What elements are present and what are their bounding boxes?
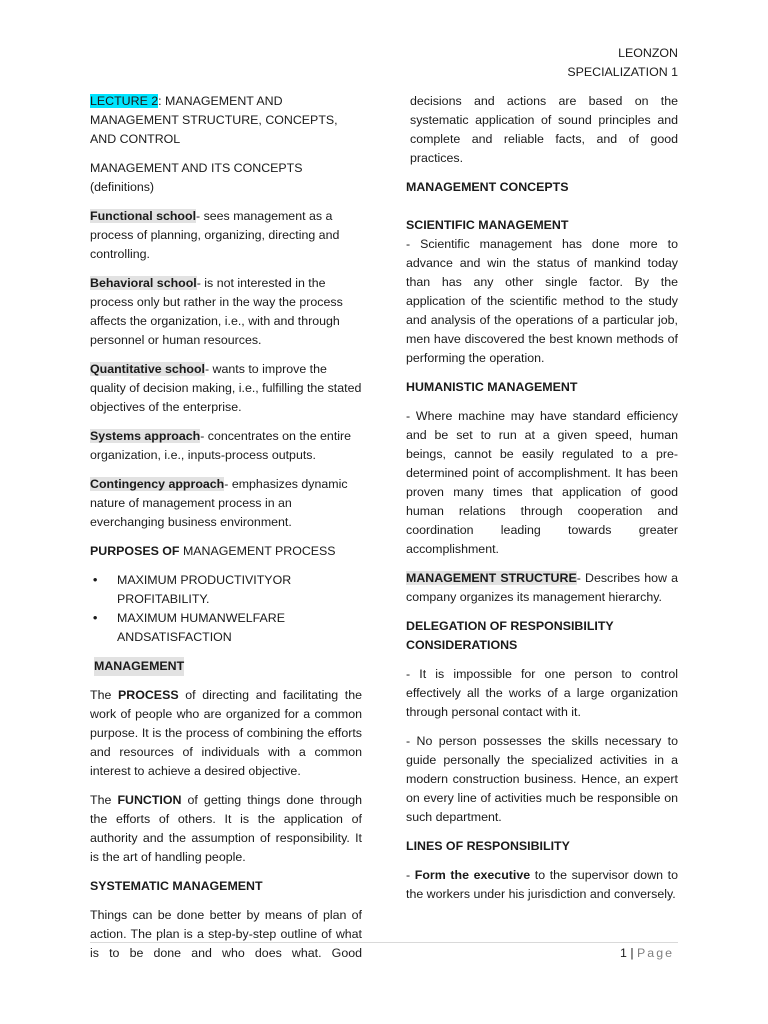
author-name: LEONZON (618, 46, 678, 60)
purposes-bold: PURPOSES OF (90, 544, 180, 558)
process-bold: PROCESS (118, 688, 179, 702)
lecture-tag: LECTURE 2 (90, 94, 159, 108)
school-def: - emphasizes dynamic nature of management process in an everchanging business environment. (90, 477, 348, 529)
lines-bold: Form the executive (414, 868, 531, 882)
school-term: Behavioral school (90, 276, 197, 290)
school-contingency (90, 475, 362, 532)
school-term: Systems approach (90, 429, 201, 443)
school-def: - concentrates on the entire organization, i.e., inputs-process outputs. (90, 429, 352, 462)
school-term: Contingency approach (90, 477, 225, 491)
school-systems (90, 427, 362, 465)
lines-heading: LINES OF RESPONSIBILITY (406, 839, 570, 853)
function-pre: The (90, 793, 118, 807)
school-behavioral (90, 274, 362, 350)
structure-def: - Describes how a company organizes its management hierarchy. (406, 571, 678, 604)
page-footer (620, 944, 674, 963)
concepts-heading-right: MANAGEMENT CONCEPTS (406, 180, 569, 194)
process-paragraph (90, 686, 362, 781)
purposes-list (90, 571, 362, 647)
page-header (567, 44, 678, 82)
continuation-paragraph: decisions and actions are based on the systematic application of sound principles and complete and reliable facts, and of good practices. (410, 94, 678, 165)
process-pre: The (90, 688, 118, 702)
function-text: of getting things done through the efforts of others. It is the application of authority and the assumption of responsibility. It is the art of handling people. (90, 793, 363, 864)
lecture-title (90, 92, 362, 149)
management-heading: MANAGEMENT (94, 657, 184, 676)
list-item: • MAXIMUM PRODUCTIVITYOR PROFITABILITY. (117, 571, 362, 609)
delegation-paragraph-1: - It is impossible for one person to control effectively all the works of a large organization through personal contact with it. (406, 667, 678, 719)
humanistic-paragraph: - Where machine may have standard efficiency and be set to run at a given speed, human beings, cannot be easily regulated to a pre-determined point of accomplishment. It has been proven many times that application of good human relations through cooperation and coordination leading towards greater accomplishment. (406, 409, 678, 556)
lines-text: to the supervisor down to the workers under his jurisdiction and conversely. (406, 868, 679, 901)
right-column (406, 92, 678, 914)
delegation-heading: DELEGATION OF RESPONSIBILITY CONSIDERATIONS (406, 619, 614, 652)
function-bold: FUNCTION (117, 793, 182, 807)
systematic-paragraph: Things can be done better by means of plan of action. The plan is a step-by-step outline of what is to be done and who does what. Good (90, 908, 362, 960)
school-quantitative (90, 360, 362, 417)
humanistic-heading: HUMANISTIC MANAGEMENT (406, 380, 578, 394)
lines-pre: - (406, 868, 415, 882)
page-number: 1 (620, 946, 627, 960)
page-label: Page (637, 946, 674, 960)
concepts-heading: MANAGEMENT AND ITS CONCEPTS (definitions) (90, 161, 303, 194)
lecture-title-text: : MANAGEMENT AND MANAGEMENT STRUCTURE, CONCEPTS, AND CONTROL (90, 94, 338, 146)
course-name: SPECIALIZATION 1 (567, 65, 678, 79)
systematic-heading: SYSTEMATIC MANAGEMENT (90, 879, 263, 893)
school-def: - is not interested in the process only but rather in the way the process affects the organization, i.e., with and through personnel or human resources. (90, 276, 343, 347)
school-functional (90, 207, 362, 264)
list-item: • MAXIMUM HUMANWELFARE ANDSATISFACTION (117, 609, 362, 647)
school-def: - sees management as a process of planning, organizing, directing and controlling. (90, 209, 340, 261)
lines-paragraph (406, 866, 678, 904)
process-text: of directing and facilitating the work of people who are organized for a common purpose. It is the process of combining the efforts and resources of individuals with a common interest to achieve a desired objective. (90, 688, 362, 778)
function-paragraph (90, 791, 362, 867)
scientific-heading: SCIENTIFIC MANAGEMENT (406, 218, 569, 232)
structure-paragraph (406, 569, 678, 607)
purposes-rest: MANAGEMENT PROCESS (179, 544, 336, 558)
purposes-heading (90, 542, 362, 561)
scientific-paragraph: - Scientific management has done more to advance and win the status of mankind today than has any other single factor. By the application of the scientific method to the study and analysis of the operations of a particular job, men have discovered the best known methods of performing the operation. (406, 237, 678, 365)
delegation-paragraph-2: - No person possesses the skills necessary to guide personally the specialized activities in a modern construction business. Hence, an expert on every line of activities much be responsible on such department. (406, 734, 678, 824)
school-term: Quantitative school (90, 362, 205, 376)
footer-rule (90, 942, 678, 943)
left-column (90, 92, 362, 973)
structure-term: MANAGEMENT STRUCTURE (406, 571, 577, 585)
school-def: - wants to improve the quality of decision making, i.e., fulfilling the stated objectives of the enterprise. (90, 362, 362, 414)
school-term: Functional school (90, 209, 197, 223)
page-separator: | (626, 946, 638, 960)
